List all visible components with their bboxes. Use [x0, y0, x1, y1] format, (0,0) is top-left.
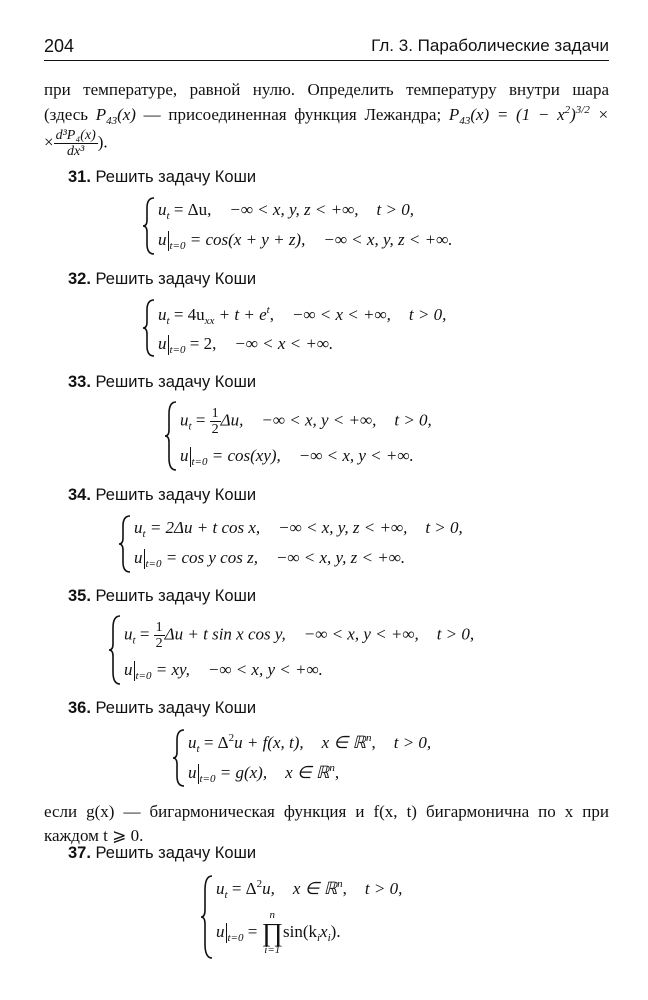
problem-36-system: [172, 728, 572, 788]
p43-symbol: $P_{43}(x)$: [95, 105, 136, 127]
half-fraction: $\frac{1}{2}$: [155, 620, 163, 651]
intro-line-1: при температуре, равной нулю. Определить температуру внутри шара: [44, 80, 609, 99]
equation-line: u $_{t=0}$ = cos(xy), −∞ < x, y < +∞.: [180, 446, 414, 468]
note-36-line-1: если g(x) — бигармоническая функция и f(x, t) бигармонична по x при: [44, 802, 609, 821]
product-symbol: n ∏ i=1: [261, 909, 283, 956]
note-36-line-2: каждом t ⩾ 0.: [44, 826, 144, 845]
page-number: 204: [44, 36, 75, 56]
problem-34-system: [118, 514, 558, 574]
brace-icon: [142, 298, 156, 358]
equation-line: u $_{t=0}$ = n ∏ $i=1\sin(k_ix_i)$.: [216, 909, 341, 956]
intro-end: ).: [97, 132, 108, 152]
page-header: [44, 30, 609, 61]
equation-line: $u_t = \Delta u$, −∞ < x, y, z < +∞, t > 0,: [158, 200, 414, 222]
problem-37-system: [200, 874, 600, 960]
equation-line: $u_t = 4u_{xx} + t + e^t$, −∞ < x < +∞, t > 0,: [158, 304, 447, 327]
problem-32-heading: 32. Решить задачу Коши: [68, 270, 257, 288]
equation-line: u $_{t=0}$ = cos(x + y + z), −∞ < x, y, z < +∞.: [158, 230, 453, 252]
problem-37-heading: 37. Решить задачу Коши: [68, 844, 257, 862]
problem-31-system: [142, 196, 542, 256]
brace-icon: [108, 614, 122, 686]
brace-icon: [200, 874, 214, 960]
equation-line: u $_{t=0}$ = xy, −∞ < x, y < +∞.: [124, 660, 323, 682]
intro-text: (здесь: [44, 105, 88, 124]
intro-line-2: [44, 104, 609, 127]
problem-31-heading: 31. Решить задачу Коши: [68, 168, 257, 186]
problem-35-system: [108, 614, 568, 686]
equation-line: $u_t = 2\Delta u + t$ cos x, −∞ < x, y, z < +∞, t > 0,: [134, 518, 463, 540]
intro-line-3: [44, 128, 609, 159]
problem-34-heading: 34. Решить задачу Коши: [68, 486, 257, 504]
times-sign: ×: [44, 132, 54, 152]
p43-formula: $P_{43}(x) = (1 - x^2)^{3/2}$ ×: [448, 104, 610, 127]
equation-line: $u_t$ = $\frac{1}{2}$ Δu + t sin x cos y, −∞ < x, y < +∞, t > 0,: [124, 620, 475, 651]
equation-line: u $_{t=0}$ = g(x), x ∈ ℝ$^n$,: [188, 762, 340, 785]
intro-text: — присоединенная функция Лежандра;: [143, 105, 442, 124]
equation-line: u $_{t=0}$ = 2, −∞ < x < +∞.: [158, 334, 334, 356]
brace-icon: [118, 514, 132, 574]
equation-line: $u_t$ = $\frac{1}{2}$ Δu, −∞ < x, y < +∞, t > 0,: [180, 406, 432, 437]
equation-line: $u_t = \Delta^2u$, x ∈ ℝ$^n$, t > 0,: [216, 878, 403, 901]
brace-icon: [164, 400, 178, 472]
equation-line: $u_t = \Delta^2u + f(x$, t), x ∈ ℝ$^n$, t > 0,: [188, 732, 432, 755]
chapter-title: Гл. 3. Параболические задачи: [371, 36, 609, 55]
half-fraction: $\frac{1}{2}$: [211, 406, 219, 437]
problem-33-heading: 33. Решить задачу Коши: [68, 373, 257, 391]
derivative-fraction: $\frac{\text{d³P₄(x)}}{\text{dx³}}$: [55, 128, 96, 159]
problem-36-heading: 36. Решить задачу Коши: [68, 699, 257, 717]
brace-icon: [172, 728, 186, 788]
problem-32-system: [142, 298, 542, 358]
equation-line: u $_{t=0}$ = cos y cos z, −∞ < x, y, z < +∞.: [134, 548, 406, 570]
problem-33-system: [164, 400, 564, 472]
brace-icon: [142, 196, 156, 256]
problem-35-heading: 35. Решить задачу Коши: [68, 587, 257, 605]
